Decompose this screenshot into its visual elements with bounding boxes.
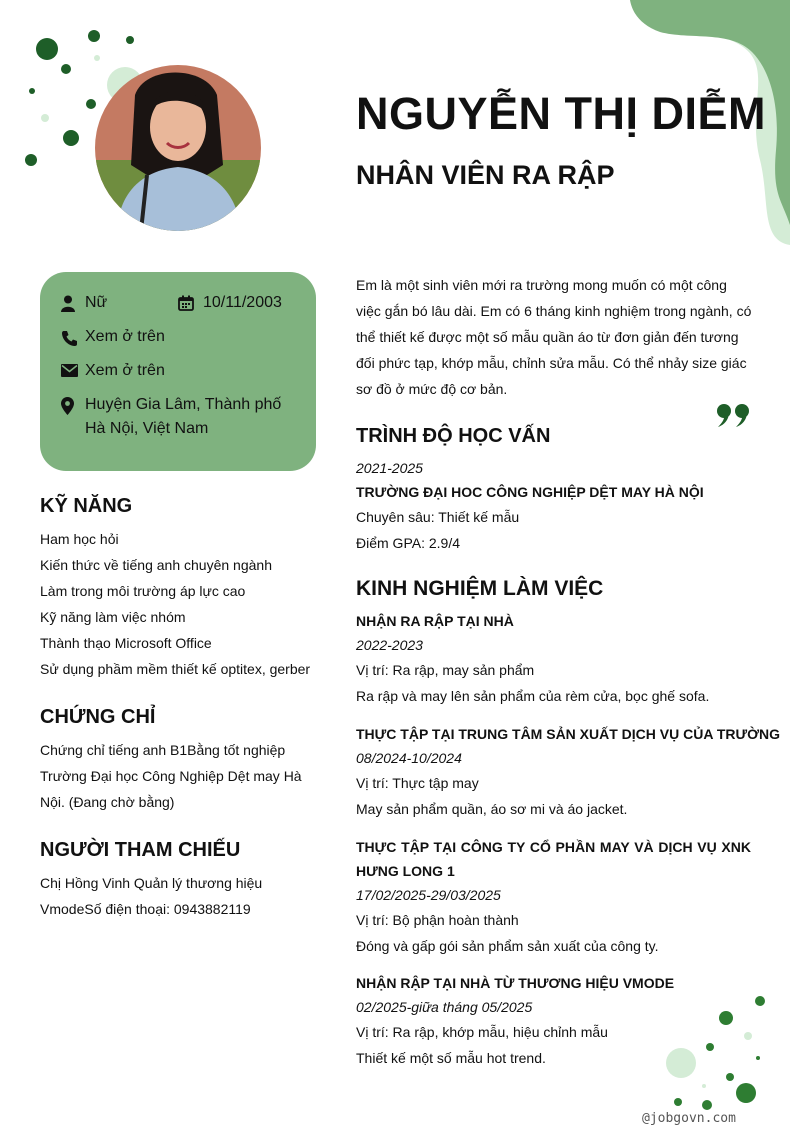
address-line-1: Huyện Gia Lâm, Thành phố	[85, 396, 282, 413]
email-value: Xem ở trên	[85, 362, 165, 379]
education-entry	[356, 456, 751, 556]
education-detail: Điểm GPA: 2.9/4	[356, 535, 461, 551]
phone-value: Xem ở trên	[85, 328, 165, 345]
job-period: 2022-2023	[356, 637, 423, 653]
job-entry	[356, 609, 751, 709]
certificates-heading: CHỨNG CHỈ	[40, 706, 156, 728]
job-line: Đóng và gấp gói sản phẩm sản xuất của công ty.	[356, 938, 659, 954]
experience-heading: KINH NGHIỆM LÀM VIỆC	[356, 577, 604, 600]
job-entry	[356, 971, 751, 1071]
job-line: Vị trí: Bộ phận hoàn thành	[356, 912, 519, 928]
certificate-line: Trường Đại học Công Nghiệp Dệt may Hà	[40, 768, 302, 784]
certificate-line: Chứng chỉ tiếng anh B1Bằng tốt nghiệp	[40, 742, 286, 758]
skill-item: Ham học hỏi	[40, 531, 119, 547]
job-line: Ra rập và may lên sản phẩm của rèm cửa, bọc ghế sofa.	[356, 688, 710, 704]
job-title-text: NHẬN RẬP TẠI NHÀ TỪ THƯƠNG HIỆU VMODE	[356, 975, 675, 991]
job-entry	[356, 835, 751, 959]
skills-heading: KỸ NĂNG	[40, 495, 133, 517]
job-title: NHÂN VIÊN RA RẬP	[356, 160, 615, 190]
certificate-line: Nội. (Đang chờ bằng)	[40, 794, 175, 810]
gender-value: Nữ	[85, 294, 108, 311]
candidate-name: NGUYỄN THỊ DIỄM	[356, 88, 767, 139]
job-line: Vị trí: Ra rập, khớp mẫu, hiệu chỉnh mẫu	[356, 1024, 608, 1040]
job-line: Vị trí: Ra rập, may sản phẩm	[356, 662, 535, 678]
quote-icon	[716, 403, 751, 427]
job-period: 08/2024-10/2024	[356, 750, 462, 766]
mail-icon	[61, 364, 78, 377]
job-title-text: THỰC TẬP TẠI CÔNG TY CỔ PHẦN MAY VÀ DỊCH VỤ XNK HƯNG LONG 1	[356, 839, 751, 879]
skill-item: Kỹ năng làm việc nhóm	[40, 609, 186, 625]
education-detail: Chuyên sâu: Thiết kế mẫu	[356, 509, 520, 525]
education-period: 2021-2025	[356, 460, 423, 476]
references-heading: NGƯỜI THAM CHIẾU	[40, 839, 241, 861]
job-title-text: THỰC TẬP TẠI TRUNG TÂM SẢN XUẤT DỊCH VỤ CỦA TRƯỜNG	[356, 726, 781, 742]
job-title-text: NHẬN RA RẬP TẠI NHÀ	[356, 613, 514, 629]
profile-photo	[95, 65, 261, 231]
reference-line: VmodeSố điện thoại: 0943882119	[40, 901, 251, 917]
calendar-icon	[178, 295, 194, 311]
job-period: 02/2025-giữa tháng 05/2025	[356, 999, 533, 1015]
address-line-2: Hà Nội, Việt Nam	[85, 420, 209, 437]
skill-item: Làm trong môi trường áp lực cao	[40, 583, 246, 599]
skill-item: Thành thạo Microsoft Office	[40, 635, 212, 651]
education-school: TRƯỜNG ĐẠI HOC CÔNG NGHIỆP DỆT MAY HÀ NỘI	[356, 484, 704, 500]
phone-icon	[61, 330, 78, 347]
summary-text: Em là một sinh viên mới ra trường mong muốn có một công việc gắn bó lâu dài. Em có 6 tháng kinh nghiệm trong ngành, có thể thiết kế được một số mẫu quần áo từ đơn giản đến tương đối phức tạp, khớp mẫu, chỉnh sửa mẫu. Có thể nhảy size giác sơ đồ ở mức độ cơ bản.	[356, 277, 752, 397]
person-icon	[61, 295, 75, 312]
reference-line: Chị Hồng Vinh Quản lý thương hiệu	[40, 875, 263, 891]
skill-item: Kiến thức về tiếng anh chuyên ngành	[40, 557, 272, 573]
job-line: May sản phẩm quần, áo sơ mi và áo jacket.	[356, 801, 628, 817]
location-pin-icon	[61, 397, 74, 415]
skill-item: Sử dụng phầm mềm thiết kế optitex, gerber	[40, 661, 311, 677]
watermark: @jobgovn.com	[642, 1111, 736, 1126]
job-line: Vị trí: Thực tập may	[356, 775, 479, 791]
dob-value: 10/11/2003	[203, 294, 282, 311]
education-heading: TRÌNH ĐỘ HỌC VẤN	[356, 425, 551, 447]
job-line: Thiết kế một số mẫu hot trend.	[356, 1050, 546, 1066]
job-entry	[356, 722, 781, 822]
job-period: 17/02/2025-29/03/2025	[356, 887, 501, 903]
